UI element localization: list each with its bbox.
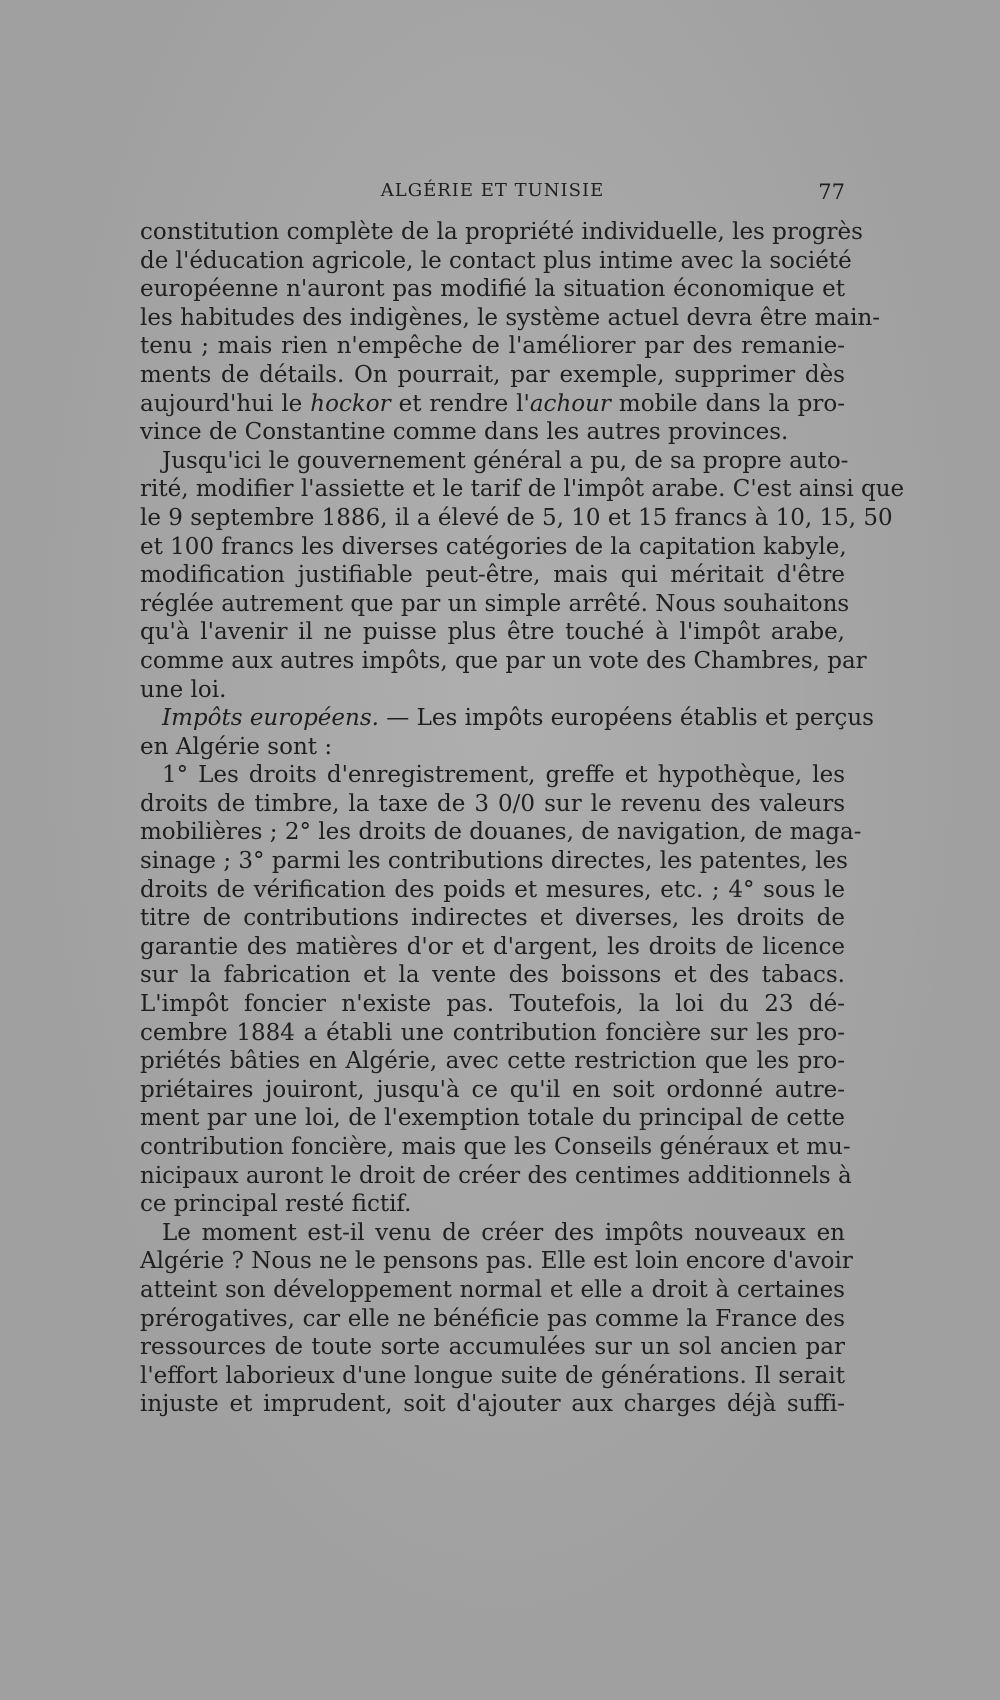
text-line: Jusqu'ici le gouvernement général a pu, de sa propre auto-: [162, 447, 849, 474]
text-line: et 100 francs les diverses catégories de la capitation kabyle,: [140, 533, 847, 560]
text-line: Le moment est-il venu de créer des impôts nouveaux en: [162, 1219, 845, 1246]
text-line: [140, 390, 845, 419]
text-line: européenne n'auront pas modifié la situation économique et: [140, 276, 845, 303]
text-line: les habitudes des indigènes, le système actuel devra être main-: [140, 304, 881, 331]
running-head: [140, 180, 845, 210]
text-run: et rendre l': [390, 390, 530, 417]
text-line: garantie des matières d'or et d'argent, les droits de licence: [140, 933, 845, 960]
text-line: mobilières ; 2° les droits de douanes, de navigation, de maga-: [140, 819, 862, 846]
text-line: vince de Constantine comme dans les autres provinces.: [140, 419, 789, 446]
text-line: prérogatives, car elle ne bénéficie pas comme la France des: [140, 1305, 845, 1332]
text-line: injuste et imprudent, soit d'ajouter aux charges déjà suffi-: [140, 1391, 845, 1418]
running-title: ALGÉRIE ET TUNISIE: [380, 180, 605, 201]
text-line: Algérie ? Nous ne le pensons pas. Elle est loin encore d'avoir: [140, 1248, 853, 1275]
text-line: ressources de toute sorte accumulées sur un sol ancien par: [140, 1334, 845, 1361]
text-line: comme aux autres impôts, que par un vote des Chambres, par: [140, 647, 867, 674]
italic-term: hockor: [310, 390, 391, 417]
text-line: nicipaux auront le droit de créer des centimes additionnels à: [140, 1162, 852, 1189]
text-line: contribution foncière, mais que les Conseils généraux et mu-: [140, 1134, 851, 1160]
text-line: atteint son développement normal et elle a droit à certaines: [140, 1276, 845, 1303]
text-run: aujourd'hui le: [140, 390, 311, 417]
text-line: tenu ; mais rien n'empêche de l'améliorer par des remanie-: [140, 333, 845, 360]
text-line: le 9 septembre 1886, il a élevé de 5, 10 et 15 francs à 10, 15, 50: [140, 504, 893, 531]
text-line: priétés bâties en Algérie, avec cette restriction que les pro-: [140, 1048, 845, 1075]
text-line: ment par une loi, de l'exemption totale du principal de cette: [140, 1105, 845, 1132]
text-line: sinage ; 3° parmi les contributions directes, les patentes, les: [140, 848, 848, 875]
text-line: modification justifiable peut-être, mais qui méritait d'être: [140, 562, 845, 589]
text-line: droits de vérification des poids et mesures, etc. ; 4° sous le: [140, 876, 845, 903]
text-line: en Algérie sont :: [140, 733, 333, 760]
text-run: — Les impôts européens établis et perçus: [378, 705, 874, 732]
text-line: qu'à l'avenir il ne puisse plus être touché à l'impôt arabe,: [140, 619, 845, 646]
text-line: droits de timbre, la taxe de 3 0/0 sur le revenu des valeurs: [140, 790, 845, 817]
text-line: ce principal resté fictif.: [140, 1191, 412, 1218]
text-line: titre de contributions indirectes et diverses, les droits de: [140, 905, 845, 932]
text-line: réglée autrement que par un simple arrêté. Nous souhaitons: [140, 590, 850, 617]
text-line: sur la fabrication et la vente des boissons et des tabacs.: [140, 962, 845, 989]
body-text: [140, 218, 905, 1419]
page-number: 77: [818, 180, 845, 204]
text-run: mobile dans la pro-: [610, 390, 845, 417]
text-line: priétaires jouiront, jusqu'à ce qu'il en soit ordonné autre-: [140, 1076, 845, 1103]
text-line: [140, 704, 874, 733]
text-line: L'impôt foncier n'existe pas. Toutefois, la loi du 23 dé-: [140, 991, 845, 1018]
section-heading: Impôts européens.: [162, 705, 379, 732]
text-line: l'effort laborieux d'une longue suite de générations. Il serait: [140, 1362, 845, 1389]
text-line: cembre 1884 a établi une contribution foncière sur les pro-: [140, 1019, 845, 1046]
text-line: de l'éducation agricole, le contact plus intime avec la société: [140, 247, 852, 274]
text-line: constitution complète de la propriété individuelle, les progrès: [140, 219, 863, 245]
text-line: ments de détails. On pourrait, par exemple, supprimer dès: [140, 361, 845, 388]
text-line: 1° Les droits d'enregistrement, greffe et hypothèque, les: [162, 762, 845, 789]
italic-term: achour: [529, 390, 611, 417]
text-line: une loi.: [140, 676, 227, 703]
text-line: rité, modifier l'assiette et le tarif de l'impôt arabe. C'est ainsi que: [140, 476, 905, 503]
